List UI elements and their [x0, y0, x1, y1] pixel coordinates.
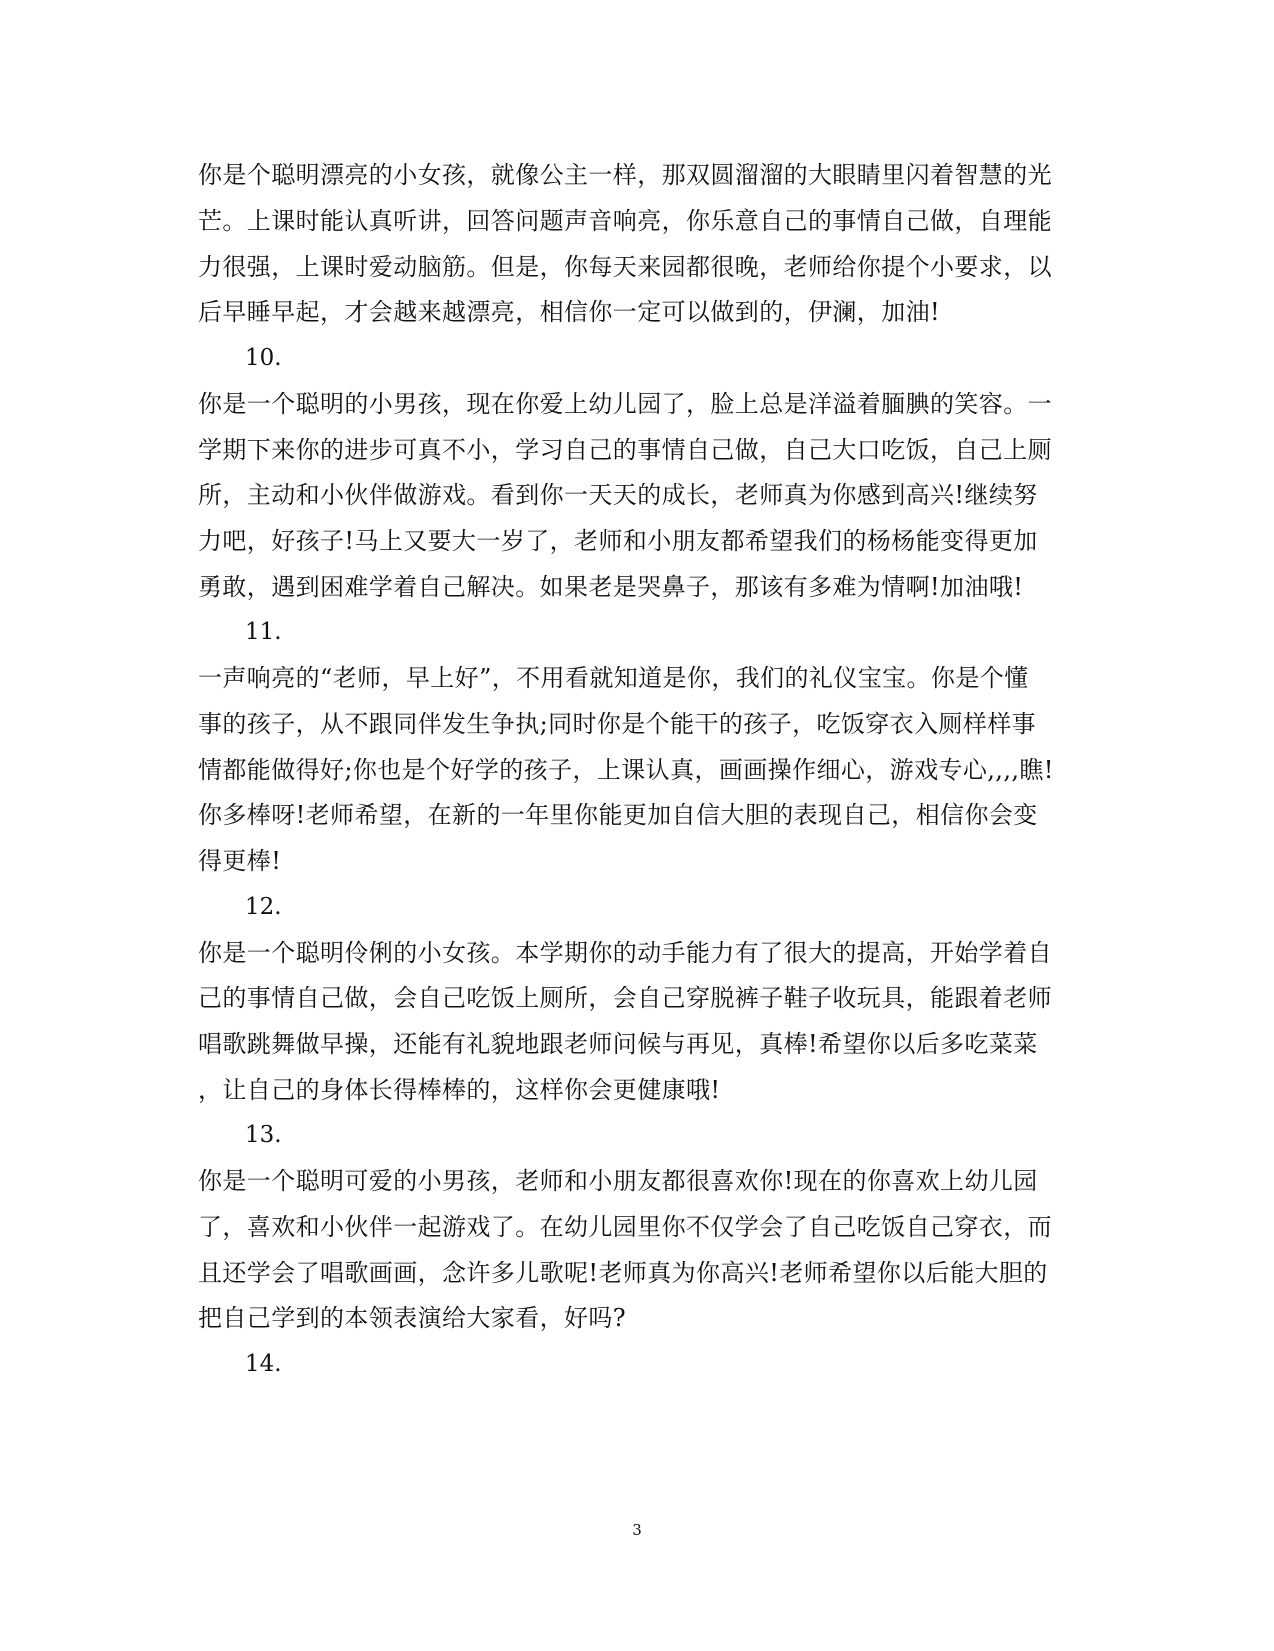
item-number: 11.: [245, 619, 282, 645]
paragraph-line: 学期下来你的进步可真不小，学习自己的事情自己做，自己大口吃饭，自己上厕: [198, 436, 1052, 464]
item-number: 14.: [245, 1351, 282, 1377]
item-number: 10.: [245, 345, 282, 371]
paragraph-line: 且还学会了唱歌画画，念许多儿歌呢!老师真为你高兴!老师希望你以后能大胆的: [198, 1259, 1048, 1287]
paragraph-line: 己的事情自己做，会自己吃饭上厕所，会自己穿脱裤子鞋子收玩具，能跟着老师: [198, 984, 1052, 1012]
paragraph-line: 事的孩子，从不跟同伴发生争执;同时你是个能干的孩子，吃饭穿衣入厕样样事: [198, 710, 1037, 738]
paragraph-line: 后早睡早起，才会越来越漂亮，相信你一定可以做到的，伊澜，加油!: [198, 298, 941, 326]
paragraph-line: 力吧，好孩子!马上又要大一岁了，老师和小朋友都希望我们的杨杨能变得更加: [198, 527, 1038, 555]
paragraph-line: 芒。上课时能认真听讲，回答问题声音响亮，你乐意自己的事情自己做，自理能: [198, 207, 1052, 235]
paragraph-line: 你是一个聪明伶俐的小女孩。本学期你的动手能力有了很大的提高，开始学着自: [198, 939, 1052, 967]
paragraph-line: 所，主动和小伙伴做游戏。看到你一天天的成长，老师真为你感到高兴!继续努: [198, 481, 1038, 509]
paragraph-line: 力很强，上课时爱动脑筋。但是，你每天来园都很晚，老师给你提个小要求，以: [198, 253, 1052, 281]
item-number: 13.: [245, 1122, 282, 1148]
paragraph-line: 勇敢，遇到困难学着自己解决。如果老是哭鼻子，那该有多难为情啊!加油哦!: [198, 573, 1024, 601]
paragraph-line: 了，喜欢和小伙伴一起游戏了。在幼儿园里你不仅学会了自己吃饭自己穿衣，而: [198, 1213, 1052, 1241]
paragraph-line: 你是一个聪明的小男孩，现在你爱上幼儿园了，脸上总是洋溢着腼腆的笑容。一: [198, 390, 1052, 418]
paragraph-line: 你多棒呀!老师希望，在新的一年里你能更加自信大胆的表现自己，相信你会变: [198, 801, 1038, 829]
paragraph-line: 情都能做得好;你也是个好学的孩子，上课认真，画画操作细心，游戏专心,,,,瞧!: [198, 756, 1054, 784]
item-number: 12.: [245, 894, 282, 920]
paragraph-line: ，让自己的身体长得棒棒的，这样你会更健康哦!: [198, 1076, 721, 1104]
paragraph-line: 得更棒!: [198, 847, 282, 875]
paragraph-line: 一声响亮的“老师，早上好”，不用看就知道是你，我们的礼仪宝宝。你是个懂: [198, 664, 1029, 692]
paragraph-line: 唱歌跳舞做早操，还能有礼貌地跟老师问候与再见，真棒!希望你以后多吃菜菜: [198, 1030, 1038, 1058]
paragraph-line: 你是个聪明漂亮的小女孩，就像公主一样，那双圆溜溜的大眼睛里闪着智慧的光: [198, 161, 1052, 189]
page-number: 3: [632, 1521, 642, 1539]
paragraph-line: 把自己学到的本领表演给大家看，好吗?: [198, 1304, 627, 1332]
paragraph-line: 你是一个聪明可爱的小男孩，老师和小朋友都很喜欢你!现在的你喜欢上幼儿园: [198, 1167, 1038, 1195]
